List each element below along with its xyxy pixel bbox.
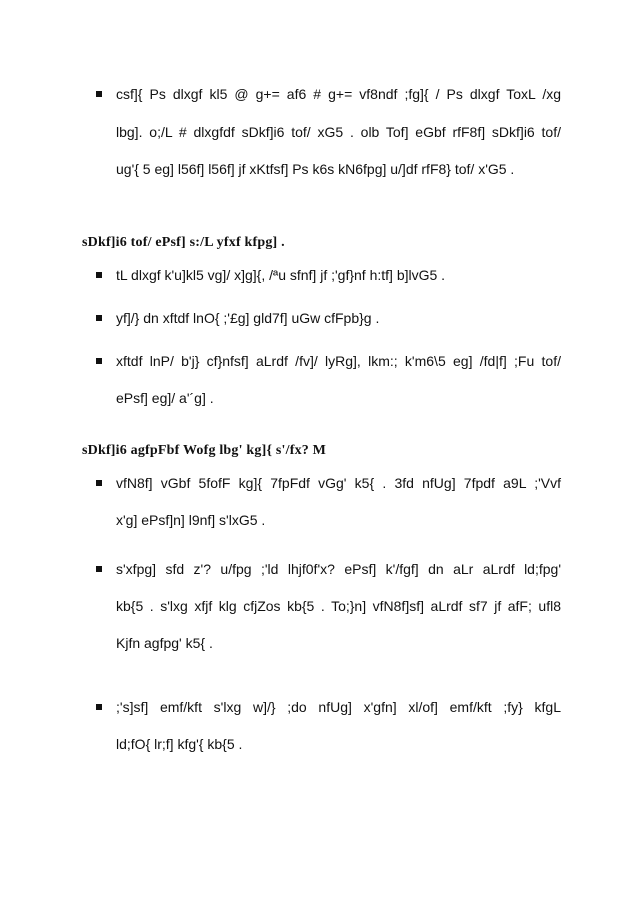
list-item-line: yf]/} dn xftdf lnO{ ;'£g] gld7f] uGw cfFpb}g . — [116, 310, 380, 326]
bullet-marker — [96, 564, 106, 574]
section-heading: sDkf]i6 tof/ ePsf] s:/L yfxf kfpg] . — [82, 235, 285, 250]
list-item-line: s'xfpg] sfd z'? u/fpg ;'ld lhjf0f'x? ePsf] k'/fgf] dn aLr aLrdf ld;fpg' — [116, 561, 561, 577]
list-item-line: vfN8f] vGbf 5fofF kg]{ 7fpFdf vGg' k5{ . 3fd nfUg] 7fpdf a9L ;'Vvf — [116, 475, 561, 491]
list-item-line: x'g] ePsf]n] l9nf] s'lxG5 . — [116, 512, 266, 528]
bullet-marker — [96, 89, 106, 99]
bullet-marker — [96, 478, 106, 488]
list-item-line: ld;fO{ lr;f] kfg'{ kb{5 . — [116, 736, 243, 752]
list-item-line: xftdf lnP/ b'j} cf}nfsf] aLrdf /fv]/ lyRg], lkm:; k'm6\5 eg] /fd|f] ;Fu tof/ — [116, 353, 561, 369]
bullet-marker — [96, 270, 106, 280]
bullet-marker — [96, 702, 106, 712]
bullet-marker — [96, 356, 106, 366]
list-item-line: Kjfn agfpg' k5{ . — [116, 635, 213, 651]
list-item-line: ug'{ 5 eg] l56f] l56f] jf xKtfsf] Ps k6s kN6fpg] u/]df rfF8} tof/ x'G5 . — [116, 161, 515, 177]
bullet-marker — [96, 313, 106, 323]
list-item-line: lbg]. o;/L # dlxgfdf sDkf]i6 tof/ xG5 . olb Tof] eGbf rfF8f] sDkf]i6 tof/ — [116, 124, 561, 140]
list-item-line: ePsf] eg]/ a'´g] . — [116, 390, 214, 406]
list-item-line: csf]{ Ps dlxgf kl5 @ g+= af6 # g+= vf8ndf ;fg]{ / Ps dlxgf ToxL /xg — [116, 86, 561, 102]
list-item-line: ;'s]sf] emf/kft s'lxg w]/} ;do nfUg] x'gfn] xl/of] emf/kft ;fy} kfgL — [116, 699, 561, 715]
section-heading: sDkf]i6 agfpFbf Wofg lbg' kg]{ s'/fx? M — [82, 443, 327, 458]
list-item-line: kb{5 . s'lxg xfjf klg cfjZos kb{5 . To;}n] vfN8f]sf] aLrdf sf7 jf afF; ufl8 — [116, 598, 561, 614]
list-item-line: tL dlxgf k'u]kl5 vg]/ x]g]{, /ªu sfnf] jf ;'gf}nf h:tf] b]lvG5 . — [116, 267, 446, 283]
